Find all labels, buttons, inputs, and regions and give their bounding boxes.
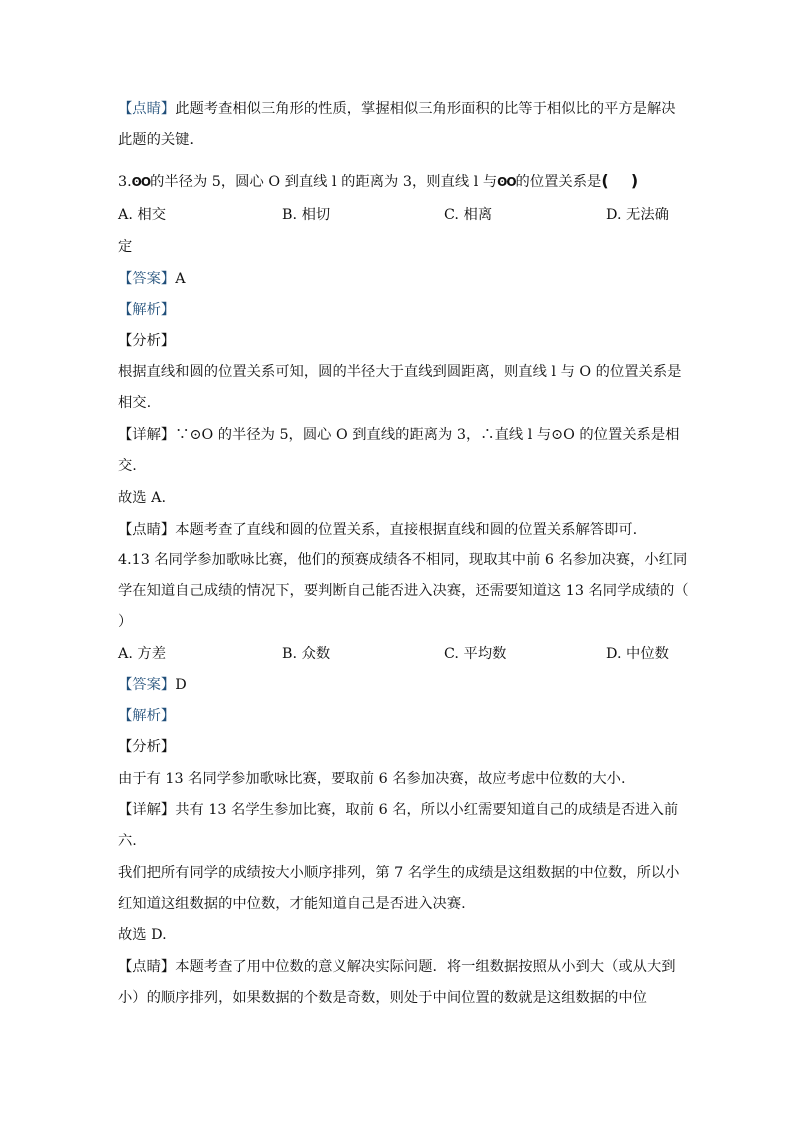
q3-conclusion: 故选 A. [118,490,167,506]
circle-o-symbol: ʘO [497,175,516,189]
comment-tag: 【点睛】 [118,959,176,975]
option-d-wrap: 定 [118,239,133,255]
question-4-options [118,642,678,666]
q3-fenxi-line-2: 相交. [118,395,152,411]
q4-detail-line-2: 六. [118,833,137,849]
option-a: A. 方差 [118,646,167,662]
answer-value: A [175,271,186,287]
answer-tag: 【答案】 [118,271,176,287]
q4-jiexi-tag: 【解析】 [118,708,176,724]
question-4-line-2: 学在知道自己成绩的情况下，要判断自己能否进入决赛，还需要知道这 13 名同学成绩的（ [118,583,689,599]
option-d: D. 中位数 [606,646,669,662]
q4-answer [118,673,678,697]
option-b: B. 众数 [282,646,331,662]
q4-detail-line-3: 我们把所有同学的成绩按大小顺序排列，第 7 名学生的成绩是这组数据的中位数，所以小 [118,865,680,881]
answer-paren: ( ) [601,171,639,190]
q3-detail-line-2: 交. [118,458,137,474]
option-c: C. 相离 [444,207,493,223]
q4-fenxi-line-1: 由于有 13 名同学参加歌咏比赛，要取前 6 名参加决赛，故应考虑中位数的大小. [118,771,626,787]
option-c: C. 平均数 [444,646,507,662]
question-3-stem: 3.ʘO的半径为 5，圆心 O 到直线 l 的距离为 3，则直线 l 与ʘO的位置关系是( ) [118,171,639,190]
option-b: B. 相切 [282,207,331,223]
question-3-options [118,203,678,227]
q3-comment: 【点睛】本题考查了直线和圆的位置关系，直接根据直线和圆的位置关系解答即可. [118,522,638,538]
q3-jiexi-tag: 【解析】 [118,302,176,318]
q3-answer [118,267,678,291]
q4-detail-line-1: 【详解】共有 13 名学生参加比赛，取前 6 名，所以小红需要知道自己的成绩是否进入前 [118,802,679,818]
prev-comment-line-1 [118,97,678,121]
option-a: A. 相交 [118,207,167,223]
option-d: D. 无法确 [606,207,669,223]
prev-comment-line-2: 此题的关键． [118,132,204,148]
detail-tag: 【详解】 [118,802,176,818]
q4-comment-line-2: 小）的顺序排列，如果数据的个数是奇数，则处于中间位置的数就是这组数据的中位 [118,990,647,1006]
q4-conclusion: 故选 D. [118,927,167,943]
q4-comment-line-1: 【点睛】本题考查了用中位数的意义解决实际问题．将一组数据按照从小到大（或从大到 [118,959,676,975]
comment-tag: 【点睛】 [118,522,176,538]
q3-detail-line-1: 【详解】∵⊙O 的半径为 5，圆心 O 到直线的距离为 3，∴直线 l 与⊙O 的位置关系是相 [118,427,680,443]
question-4-line-3: ） [118,614,133,630]
q3-fenxi-tag: 【分析】 [118,333,176,349]
q4-detail-line-4: 红知道这组数据的中位数，才能知道自己是否进入决赛. [118,896,466,912]
q3-fenxi-line-1: 根据直线和圆的位置关系可知，圆的半径大于直线到圆距离，则直线 l 与 O 的位置关系是 [118,364,682,380]
q4-fenxi-tag: 【分析】 [118,739,176,755]
detail-tag: 【详解】 [118,427,176,443]
comment-tag: 【点睛】 [118,101,176,117]
circle-o-symbol: ʘO [131,175,151,189]
comment-text: 此题考查相似三角形的性质，掌握相似三角形面积的比等于相似比的平方是解决 [175,101,676,117]
answer-value: D [175,677,187,693]
answer-tag: 【答案】 [118,677,176,693]
question-4-line-1: 4.13 名同学参加歌咏比赛，他们的预赛成绩各不相同，现取其中前 6 名参加决赛，小红同 [118,552,688,568]
